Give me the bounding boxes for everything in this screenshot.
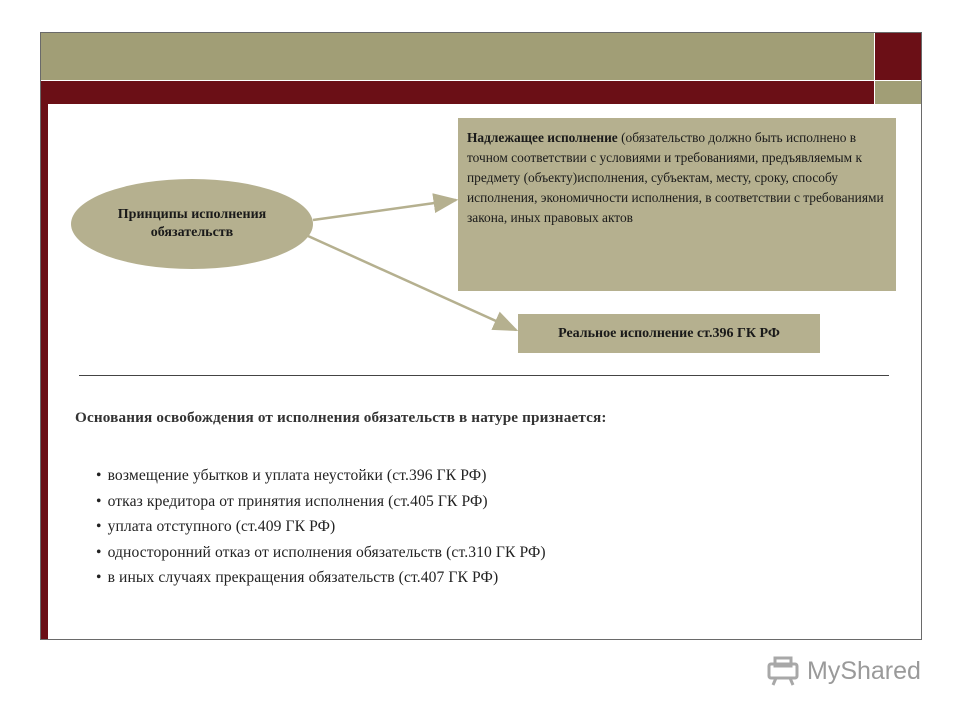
real-performance-box bbox=[518, 314, 820, 353]
list-item: • отказ кредитора от принятия исполнения (ст.405 ГК РФ) bbox=[96, 489, 546, 515]
arrow-to-proper bbox=[313, 200, 456, 220]
proper-performance-text: (обязательство должно быть исполнено в точном соответствии с условиями и требованиями, предъявляемым к предмету (объекту)исполнения, субъектам, месту, сроку, способу исполнения, экономичности исполнения, в соответствии с требованиями закона, иных правовых актов bbox=[467, 130, 884, 225]
principles-node bbox=[71, 179, 313, 269]
proper-performance-box bbox=[458, 118, 896, 291]
divider-line bbox=[79, 375, 889, 376]
proper-performance-title: Надлежащее исполнение bbox=[467, 130, 618, 145]
list-item: • в иных случаях прекращения обязательств (ст.407 ГК РФ) bbox=[96, 565, 546, 591]
grounds-list bbox=[96, 463, 546, 591]
projector-icon bbox=[767, 656, 801, 686]
principles-node-label: Принципы исполнения обязательств bbox=[117, 207, 267, 240]
list-item: • односторонний отказ от исполнения обязательств (ст.310 ГК РФ) bbox=[96, 540, 546, 566]
watermark-logo bbox=[767, 656, 921, 686]
list-item: • возмещение убытков и уплата неустойки (ст.396 ГК РФ) bbox=[96, 463, 546, 489]
real-performance-label: Реальное исполнение ст.396 ГК РФ bbox=[558, 325, 780, 341]
list-item: • уплата отступного (ст.409 ГК РФ) bbox=[96, 514, 546, 540]
watermark-brand: MyShared bbox=[807, 656, 921, 685]
grounds-heading: Основания освобождения от исполнения обязательств в натуре признается: bbox=[75, 409, 607, 426]
